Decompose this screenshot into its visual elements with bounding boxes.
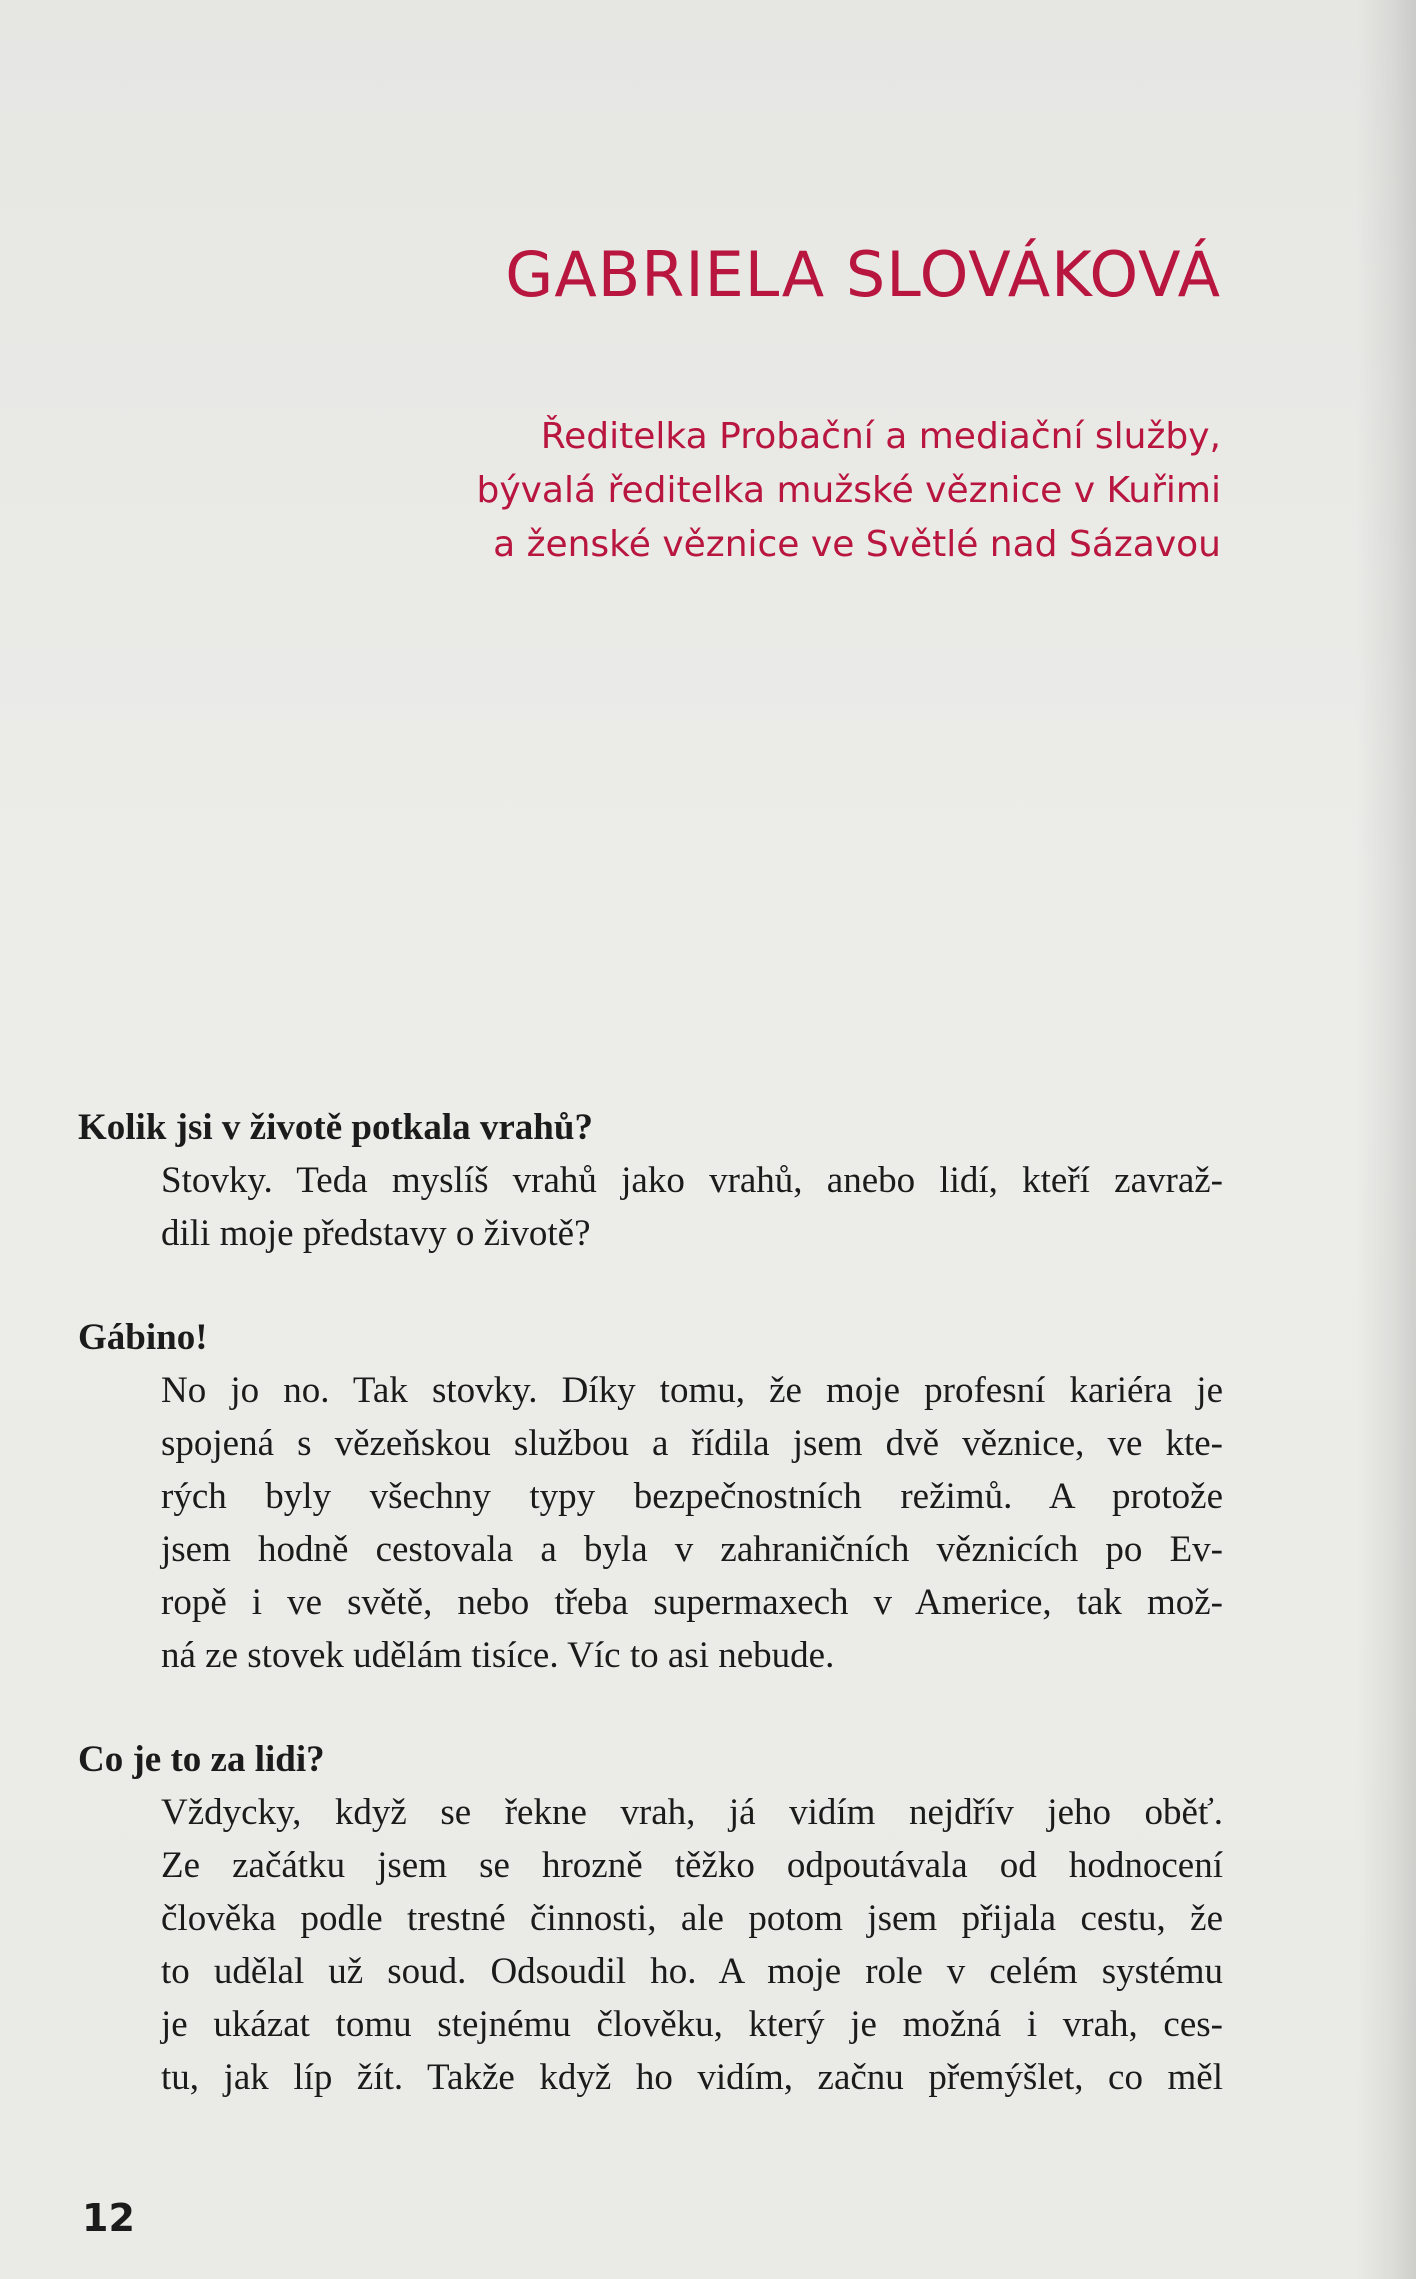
page-title: GABRIELA SLOVÁKOVÁ (505, 238, 1221, 311)
answer-line: člověka podle trestné činnosti, ale potom jsem přijala cestu, že (161, 1898, 1223, 1939)
answer-line: jsem hodně cestovala a byla v zahraničních věznicích po Ev- (161, 1529, 1223, 1570)
answer-line: No jo no. Tak stovky. Díky tomu, že moje profesní kariéra je (161, 1370, 1223, 1411)
page-subtitle (321, 410, 1221, 572)
answer (78, 1154, 1223, 1260)
subtitle-line: a ženské věznice ve Světlé nad Sázavou (493, 524, 1221, 565)
answer-line: Vždycky, když se řekne vrah, já vidím nejdřív jeho oběť. (161, 1792, 1223, 1833)
answer-line: ná ze stovek udělám tisíce. Víc to asi nebude. (161, 1635, 835, 1676)
answer-line: rých byly všechny typy bezpečnostních režimů. A protože (161, 1476, 1223, 1517)
qa-block (78, 1102, 1223, 1260)
answer-line: Ze začátku jsem se hrozně těžko odpoutávala od hodnocení (161, 1845, 1223, 1886)
page-number: 12 (82, 2196, 135, 2240)
answer-line: spojená s vězeňskou službou a řídila jsem dvě věznice, ve kte- (161, 1423, 1223, 1464)
qa-block (78, 1734, 1223, 2104)
answer-line: je ukázat tomu stejnému člověku, který je možná i vrah, ces- (161, 2004, 1223, 2045)
interview-content (78, 1102, 1223, 2156)
answer-line: tu, jak líp žít. Takže když ho vidím, začnu přemýšlet, co měl (161, 2057, 1223, 2098)
subtitle-line: bývalá ředitelka mužské věznice v Kuřimi (476, 470, 1221, 511)
answer (78, 1786, 1223, 2104)
question: Gábino! (78, 1317, 208, 1358)
question: Co je to za lidi? (78, 1739, 325, 1780)
answer-line: to udělal už soud. Odsoudil ho. A moje role v celém systému (161, 1951, 1223, 1992)
answer-line: Stovky. Teda myslíš vrahů jako vrahů, anebo lidí, kteří zavraž- (161, 1160, 1223, 1201)
answer-line: dili moje představy o životě? (161, 1213, 591, 1254)
page-edge-shadow (1356, 0, 1416, 2279)
answer-line: ropě i ve světě, nebo třeba supermaxech v Americe, tak mož- (161, 1582, 1223, 1623)
question: Kolik jsi v životě potkala vrahů? (78, 1107, 593, 1148)
qa-block (78, 1312, 1223, 1682)
answer (78, 1364, 1223, 1682)
subtitle-line: Ředitelka Probační a mediační služby, (540, 416, 1221, 457)
